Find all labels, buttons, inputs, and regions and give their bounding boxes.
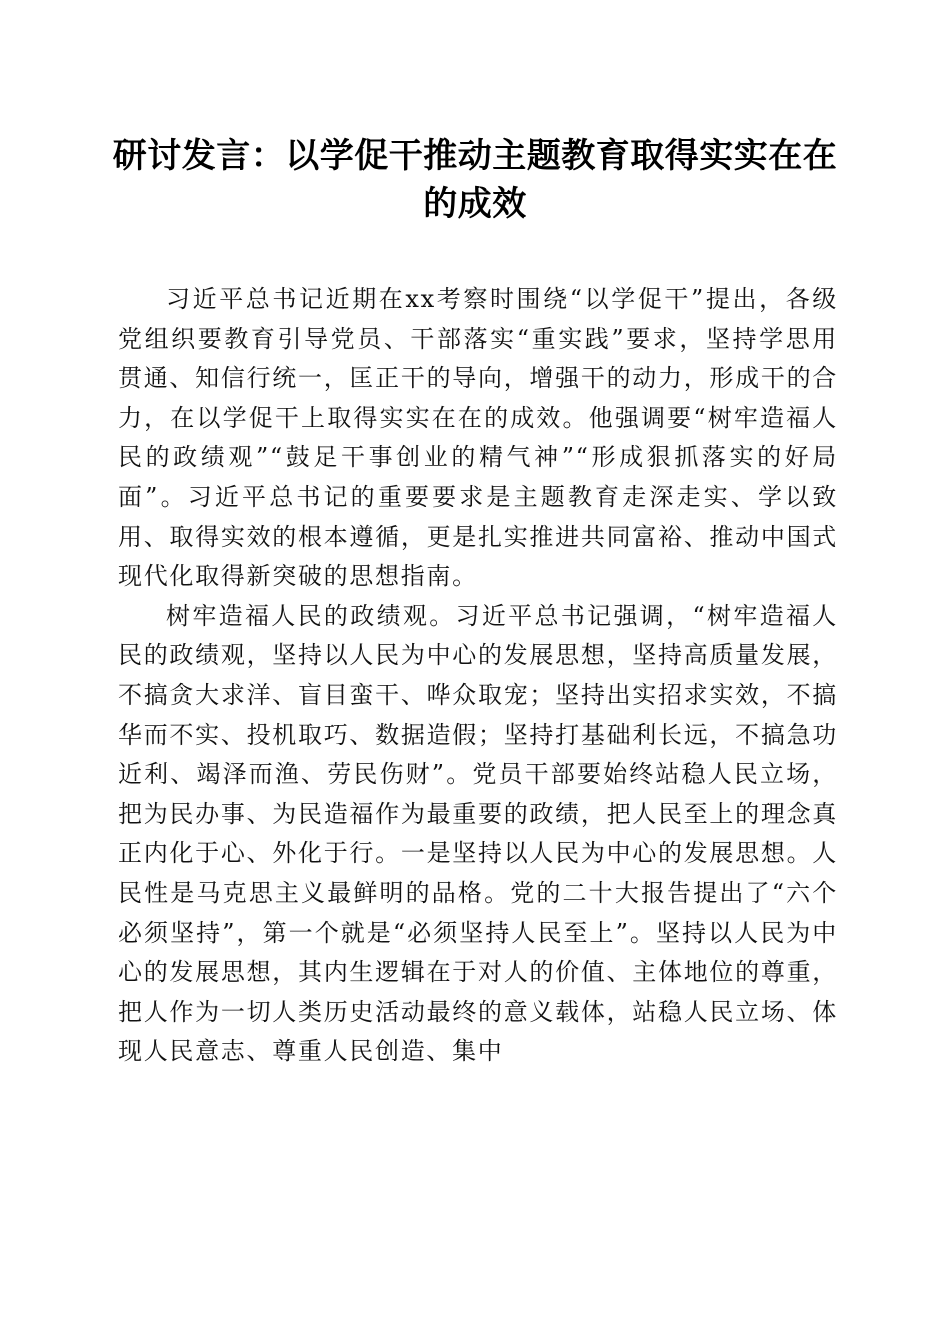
document-body: [118, 280, 838, 1072]
paragraph-intro: 习近平总书记近期在xx考察时围绕“以学促干”提出，各级党组织要教育引导党员、干部落实“重实践”要求，坚持学思用贯通、知信行统一，匡正干的导向，增强干的动力，形成干的合力，在以学促干上取得实实在在的成效。他强调要“树牢造福人民的政绩观”“鼓足干事创业的精气神”“形成狠抓落实的好局面”。习近平总书记的重要要求是主题教育走深走实、学以致用、取得实效的根本遵循，更是扎实推进共同富裕、推动中国式现代化取得新突破的思想指南。: [118, 285, 838, 591]
document-title: 研讨发言：以学促干推动主题教育取得实实在在的成效: [112, 136, 838, 224]
paragraph-governance-view: 树牢造福人民的政绩观。习近平总书记强调，“树牢造福人民的政绩观，坚持以人民为中心的发展思想，坚持高质量发展，不搞贪大求洋、盲目蛮干、哗众取宠；坚持出实招求实效，不搞华而不实、投机取巧、数据造假；坚持打基础利长远，不搞急功近利、竭泽而渔、劳民伤财”。党员干部要始终站稳人民立场，把为民办事、为民造福作为最重要的政绩，把人民至上的理念真正内化于心、外化于行。一是坚持以人民为中心的发展思想。人民性是马克思主义最鲜明的品格。党的二十大报告提出了“六个必须坚持”，第一个就是“必须坚持人民至上”。坚持以人民为中心的发展思想，其内生逻辑在于对人的价值、主体地位的尊重，把人作为一切人类历史活动最终的意义载体，站稳人民立场、体现人民意志、尊重人民创造、集中: [118, 601, 838, 1066]
